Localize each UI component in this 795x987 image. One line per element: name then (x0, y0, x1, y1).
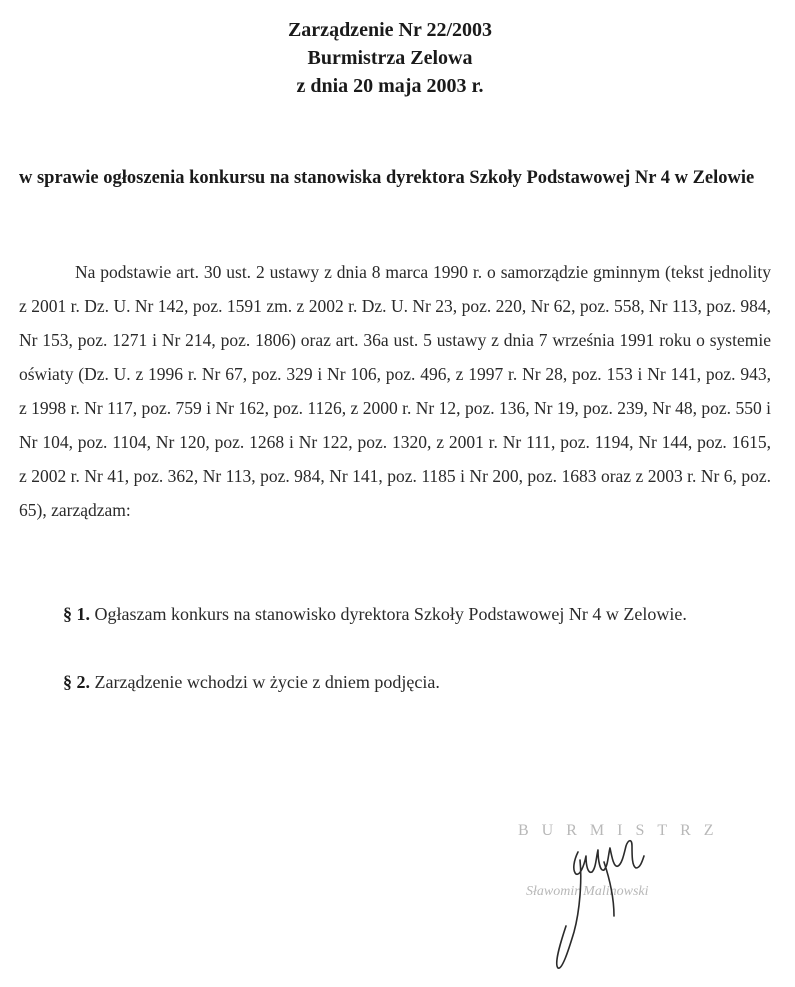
header-issuer: Burmistrza Zelowa (307, 47, 473, 69)
document-subject: w sprawie ogłoszenia konkursu na stanowiska dyrektora Szkoły Podstawowej Nr 4 w Zelowie (19, 168, 755, 188)
section-2-text: Zarządzenie wchodzi w życie z dniem podjęcia. (94, 672, 440, 692)
section-1-marker: § 1. (63, 604, 90, 624)
header-date: z dnia 20 maja 2003 r. (296, 75, 484, 97)
stamp-title: BURMISTRZ (518, 822, 727, 839)
section-1-text: Ogłaszam konkurs na stanowisko dyrektora Szkoły Podstawowej Nr 4 w Zelowie. (94, 604, 687, 624)
document-header (0, 16, 780, 100)
section-2-marker: § 2. (63, 672, 90, 692)
handwritten-signature (520, 820, 680, 980)
section-1 (63, 602, 687, 626)
signature-stroke-descender (557, 860, 581, 968)
header-ordinance-number: Zarządzenie Nr 22/2003 (287, 19, 493, 41)
signature-stroke-main (574, 841, 644, 875)
signature-stroke-loop (604, 862, 614, 916)
legal-basis-paragraph: Na podstawie art. 30 ust. 2 ustawy z dnia 8 marca 1990 r. o samorządzie gminnym (tekst jednolity z 2001 r. Dz. U. Nr 142, poz. 1591 zm. z 2002 r. Dz. U. Nr 23, poz. 220, Nr 62, poz. 558, Nr 113, poz. 984, Nr 153, poz. 1271 i Nr 214, poz. 1806) oraz art. 36a ust. 5 ustawy z dnia 7 września 1991 roku o systemie oświaty (Dz. U. z 1996 r. Nr 67, poz. 329 i Nr 106, poz. 496, z 1997 r. Nr 28, poz. 153 i Nr 141, poz. 943, z 1998 r. Nr 117, poz. 759 i Nr 162, poz. 1126, z 2000 r. Nr 12, poz. 136, Nr 19, poz. 239, Nr 48, poz. 550 i Nr 104, poz. 1104, Nr 120, poz. 1268 i Nr 122, poz. 1320, z 2001 r. Nr 111, poz. 1194, Nr 144, poz. 1615, z 2002 r. Nr 41, poz. 362, Nr 113, poz. 984, Nr 141, poz. 1185 i Nr 200, poz. 1683 oraz z 2003 r. Nr 6, poz. 65), zarządzam: (19, 262, 771, 520)
stamp-name: Sławomir Malinowski (526, 884, 649, 899)
section-2 (63, 670, 440, 694)
